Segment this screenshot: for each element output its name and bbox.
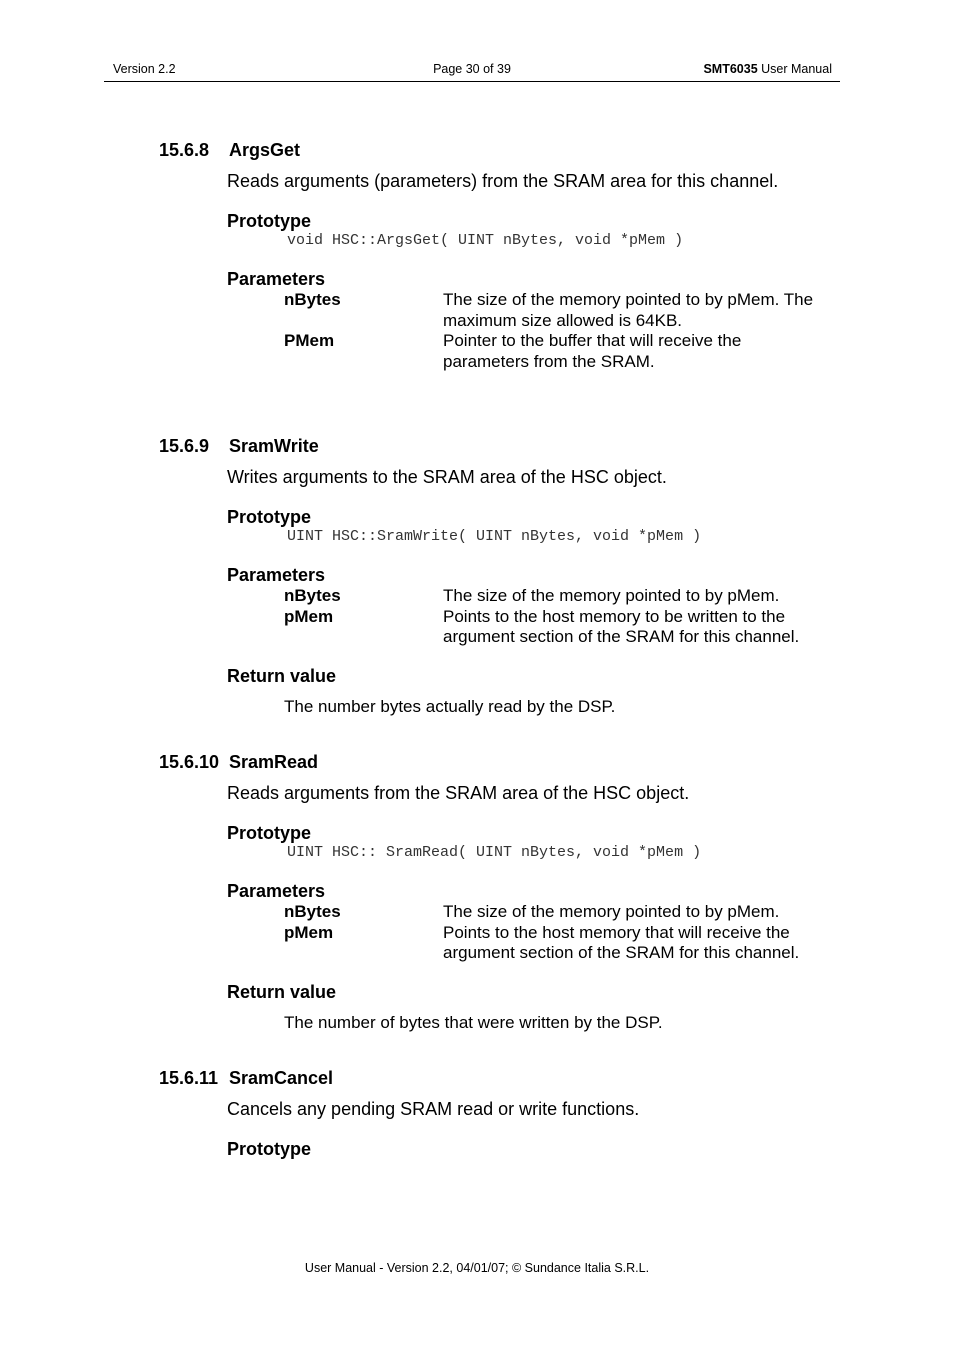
header-product-suffix: User Manual xyxy=(757,62,832,76)
section-heading xyxy=(159,752,839,774)
section-title: SramCancel xyxy=(229,1068,334,1088)
prototype-label: Prototype xyxy=(227,507,312,527)
prototype-label: Prototype xyxy=(227,211,312,231)
header-product xyxy=(703,62,832,76)
parameter-description-line: argument section of the SRAM for this channel. xyxy=(443,627,800,646)
return-value-text: The number of bytes that were written by the DSP. xyxy=(284,1012,663,1032)
prototype-label: Prototype xyxy=(227,823,312,843)
parameter-row xyxy=(284,923,839,964)
section-heading xyxy=(159,436,839,458)
return-value-label: Return value xyxy=(227,665,337,686)
parameter-name: PMem xyxy=(284,331,335,350)
parameters-list xyxy=(284,290,839,372)
parameters-list xyxy=(284,902,839,964)
parameter-description-line: Points to the host memory that will receive the xyxy=(443,922,790,942)
parameter-description-line: argument section of the SRAM for this channel. xyxy=(443,943,800,962)
parameter-row xyxy=(284,331,839,372)
parameters-label: Parameters xyxy=(227,269,326,289)
return-value-label: Return value xyxy=(227,981,337,1002)
parameters-label: Parameters xyxy=(227,881,326,901)
section-number: 15.6.11 xyxy=(159,1068,219,1088)
section-number: 15.6.10 xyxy=(159,752,220,772)
return-value-text: The number bytes actually read by the DSP. xyxy=(284,696,616,716)
parameters-list xyxy=(284,586,839,648)
parameter-name: pMem xyxy=(284,922,334,942)
parameter-row xyxy=(284,902,839,923)
parameter-name: nBytes xyxy=(284,902,341,921)
parameter-description-line: The size of the memory pointed to by pMem. The xyxy=(443,290,814,309)
parameter-name: nBytes xyxy=(284,586,341,605)
section-heading xyxy=(159,140,839,162)
parameter-row xyxy=(284,290,839,331)
parameter-description xyxy=(443,290,838,331)
prototype-code: UINT HSC:: SramRead( UINT nBytes, void *pMem ) xyxy=(287,844,702,861)
page-header xyxy=(104,61,840,82)
section-sramwrite xyxy=(159,436,839,717)
parameter-row xyxy=(284,607,839,648)
section-argsget xyxy=(159,140,839,372)
parameter-description xyxy=(443,607,838,648)
page-footer: User Manual - Version 2.2, 04/01/07; © Sundance Italia S.R.L. xyxy=(304,1261,650,1275)
section-description: Reads arguments from the SRAM area of the HSC object. xyxy=(227,783,690,803)
section-description: Reads arguments (parameters) from the SRAM area for this channel. xyxy=(227,171,779,191)
parameter-description-line: The size of the memory pointed to by pMem. xyxy=(443,586,780,605)
parameter-name: nBytes xyxy=(284,290,341,309)
prototype-code: void HSC::ArgsGet( UINT nBytes, void *pMem ) xyxy=(287,232,684,249)
parameter-description-line: maximum size allowed is 64KB. xyxy=(443,310,683,330)
section-sramcancel xyxy=(159,1068,839,1160)
parameter-description xyxy=(443,902,838,923)
header-page-number: Page 30 of 39 xyxy=(433,62,511,76)
section-number: 15.6.9 xyxy=(159,436,210,456)
parameter-description xyxy=(443,923,838,964)
section-title: ArgsGet xyxy=(229,140,301,160)
prototype-code: UINT HSC::SramWrite( UINT nBytes, void *pMem ) xyxy=(287,528,702,545)
parameter-description-line: Points to the host memory to be written to the xyxy=(443,606,786,626)
section-description: Cancels any pending SRAM read or write functions. xyxy=(227,1099,640,1119)
header-product-code: SMT6035 xyxy=(703,62,758,76)
parameter-description-line: parameters from the SRAM. xyxy=(443,351,655,371)
parameter-description xyxy=(443,331,838,372)
parameter-description-line: The size of the memory pointed to by pMem. xyxy=(443,902,780,921)
section-sramread xyxy=(159,752,839,1033)
section-description: Writes arguments to the SRAM area of the HSC object. xyxy=(227,467,667,487)
header-version: Version 2.2 xyxy=(113,62,176,76)
section-title: SramRead xyxy=(229,752,319,772)
parameters-label: Parameters xyxy=(227,565,326,585)
parameter-name: pMem xyxy=(284,606,334,626)
prototype-label: Prototype xyxy=(227,1139,312,1159)
parameter-description xyxy=(443,586,838,607)
section-heading xyxy=(159,1068,839,1090)
section-number: 15.6.8 xyxy=(159,140,210,160)
parameter-description-line: Pointer to the buffer that will receive the xyxy=(443,331,742,350)
parameter-row xyxy=(284,586,839,607)
section-title: SramWrite xyxy=(229,436,319,456)
